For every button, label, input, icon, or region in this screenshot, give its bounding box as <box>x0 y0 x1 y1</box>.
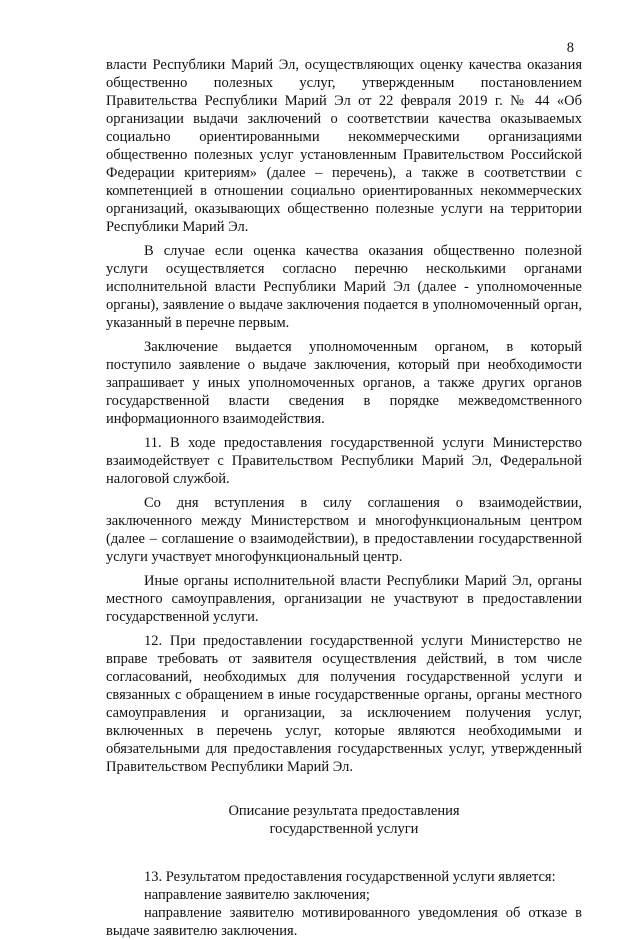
paragraph: направление заявителю мотивированного уведомления об отказе в выдаче заявителю заключения. <box>106 905 582 939</box>
paragraph: В случае если оценка качества оказания общественно полезной услуги осуществляется согласно перечню несколькими органами исполнительной власти Республики Марий Эл (далее - уполномоченные органы), заявление о выдаче заключения подается в уполномоченный орган, указанный в перечне первым. <box>106 243 582 331</box>
page-number: 8 <box>566 40 574 56</box>
paragraph: 12. При предоставлении государственной услуги Министерство не вправе требовать от заявителя осуществления действий, в том числе согласований, необходимых для получения государственной услуги и связанных с обращением в иные государственные органы, органы местного самоуправления и организации, за исключением получения услуг, включенных в перечень услуг, которые являются необходимыми и обязательными для предоставления государственных услуг, утвержденный Правительством Республики Марий Эл. <box>106 633 582 775</box>
paragraph: власти Республики Марий Эл, осуществляющих оценку качества оказания общественно полезных услуг, утвержденным постановлением Правительства Республики Марий Эл от 22 февраля 2019 г. № 44 «Об организации выдачи заключений о соответствии качества оказываемых социально ориентированными некоммерческими организациями общественно полезных услуг установленным Правительством Российской Федерации критериям» (далее – перечень), а также в соответствии с компетенцией в отношении социально ориентированных некоммерческих организаций, оказывающих общественно полезные услуги на территории Республики Марий Эл. <box>106 57 582 235</box>
section-heading <box>106 802 582 838</box>
paragraph: Со дня вступления в силу соглашения о взаимодействии, заключенного между Министерством и многофункциональным центром (далее – соглашение о взаимодействии), в предоставлении государственной услуги участвует многофункциональный центр. <box>106 495 582 565</box>
paragraph: Иные органы исполнительной власти Республики Марий Эл, органы местного самоуправления, организации не участвуют в предоставлении государственной услуги. <box>106 573 582 625</box>
paragraph: Заключение выдается уполномоченным органом, в который поступило заявление о выдаче заключения, который при необходимости запрашивает у иных уполномоченных органов, а также других органов государственной власти сведения в порядке межведомственного информационного взаимодействия. <box>106 339 582 427</box>
document-body <box>106 56 582 940</box>
paragraph: 11. В ходе предоставления государственной услуги Министерство взаимодействует с Правительством Республики Марий Эл, Федеральной налоговой службой. <box>106 435 582 487</box>
section-heading-line: государственной услуги <box>269 821 419 837</box>
section-heading-line: Описание результата предоставления <box>228 803 460 819</box>
paragraph: 13. Результатом предоставления государственной услуги является: <box>144 869 556 885</box>
paragraph: направление заявителю заключения; <box>144 887 370 903</box>
